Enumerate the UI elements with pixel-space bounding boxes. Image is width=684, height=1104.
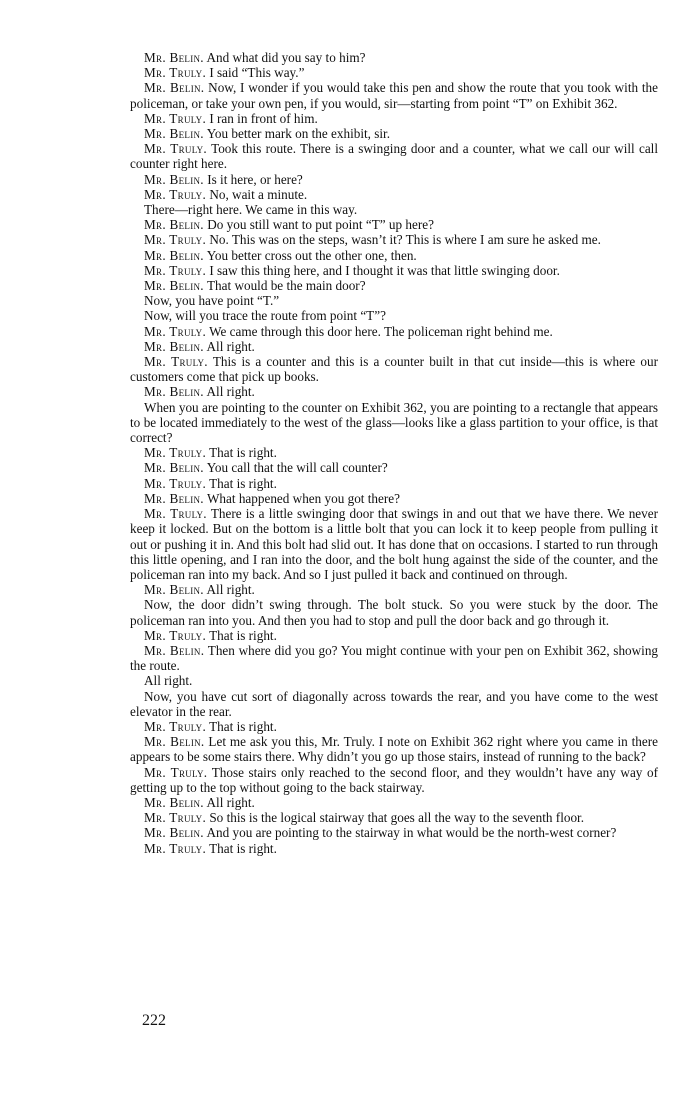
speaker-label: Mr. Belin. (144, 338, 204, 354)
speaker-label: Mr. Truly. (144, 840, 207, 856)
paragraph-text: And what did you say to him? (206, 50, 366, 65)
paragraph-text: Do you still want to put point “T” up here? (207, 217, 434, 233)
paragraph-text: Now, you have point “T.” (144, 293, 280, 309)
transcript-paragraph (130, 643, 658, 673)
speaker-label: Mr. Belin. (144, 734, 205, 750)
speaker-label: Mr. Truly. (144, 445, 207, 461)
speaker-label: Mr. Belin. (144, 171, 204, 187)
transcript-paragraph (130, 491, 658, 506)
paragraph-text: All right. (206, 338, 255, 354)
transcript-paragraph (130, 232, 658, 247)
transcript-paragraph (130, 308, 658, 323)
paragraph-text: All right. (144, 673, 193, 689)
transcript-paragraph (130, 80, 658, 110)
transcript-paragraph (130, 324, 658, 339)
transcript-paragraph (130, 354, 658, 384)
paragraph-text: That is right. (209, 840, 277, 856)
paragraph-text: Now, will you trace the route from point “T”? (144, 308, 386, 324)
speaker-label: Mr. Truly. (144, 718, 207, 734)
paragraph-text: Now, I wonder if you would take this pen and show the route that you took with the policeman, or take your own pen, if you would, sir—starting from point “T” on Exhibit 362. (130, 80, 658, 111)
transcript-paragraph (130, 384, 658, 399)
paragraph-text: Let me ask you this, Mr. Truly. I note on Exhibit 362 right where you came in there appears to be some stairs there. Why didn’t you go up those stairs, instead of running to the back? (130, 734, 659, 765)
transcript-page (130, 50, 658, 856)
paragraph-text: This is a counter and this is a counter built in that cut inside—this is where our customers come that pick up books. (130, 354, 658, 385)
transcript-paragraph (130, 841, 658, 856)
paragraph-text: All right. (206, 794, 255, 810)
paragraph-text: That would be the main door? (206, 278, 366, 294)
paragraph-text: Then where did you go? You might continue with your pen on Exhibit 362, showing the route. (130, 642, 659, 674)
paragraph-text: We came through this door here. The policeman right behind me. (209, 323, 553, 339)
paragraph-text: That is right. (209, 627, 277, 643)
paragraph-text: Now, the door didn’t swing through. The bolt stuck. So you were stuck by the door. The policeman ran into you. And then you had to stop and pull the door back and go through it. (130, 597, 658, 628)
transcript-paragraph (130, 263, 658, 278)
paragraph-text: And you are pointing to the stairway in what would be the north-west corner? (206, 825, 617, 841)
transcript-paragraph (130, 278, 658, 293)
speaker-label: Mr. Truly. (144, 323, 207, 339)
speaker-label: Mr. Truly. (144, 475, 207, 491)
speaker-label: Mr. Belin. (144, 490, 204, 506)
speaker-label: Mr. Belin. (144, 460, 204, 476)
transcript-paragraph (130, 689, 658, 719)
transcript-paragraph (130, 339, 658, 354)
speaker-label: Mr. Truly. (144, 110, 207, 126)
speaker-label: Mr. Truly. (144, 186, 207, 202)
paragraph-text: Those stairs only reached to the second floor, and they wouldn’t have any way of getting up to the top without going to the back stairway. (130, 764, 658, 795)
paragraph-text: You better cross out the other one, then. (206, 247, 417, 263)
speaker-label: Mr. Truly. (144, 262, 207, 278)
transcript-paragraph (130, 202, 658, 217)
paragraph-text: I ran in front of him. (209, 110, 318, 126)
paragraph-text: There is a little swinging door that swings in and out that we have there. We never keep it locked. But on the bottom is a little bolt that you can lock it to keep people from pulling it out or pushing it in. And this bolt had slid out. It has done that on occasions. I started to run through this little opening, and I ran into the door, and the bolt hung against the side of the counter, and the policeman ran into my back. And so I just pulled it back and continued on through. (130, 506, 658, 582)
transcript-paragraph (130, 628, 658, 643)
transcript-paragraph (130, 734, 658, 764)
paragraph-text: All right. (206, 582, 255, 598)
paragraph-text: There—right here. We came in this way. (144, 202, 358, 218)
transcript-paragraph (130, 765, 658, 795)
speaker-label: Mr. Belin. (144, 794, 204, 810)
paragraph-text: What happened when you got there? (206, 490, 400, 506)
transcript-paragraph (130, 126, 658, 141)
transcript-paragraph (130, 111, 658, 126)
transcript-paragraph (130, 810, 658, 825)
transcript-paragraph (130, 50, 658, 65)
transcript-paragraph (130, 187, 658, 202)
speaker-label: Mr. Belin. (144, 126, 204, 142)
paragraph-text: You call that the will call counter? (206, 460, 388, 476)
paragraph-text: So this is the logical stairway that goes all the way to the seventh floor. (209, 810, 585, 826)
speaker-label: Mr. Belin. (144, 247, 204, 263)
speaker-label: Mr. Truly. (144, 65, 207, 81)
transcript-paragraph (130, 825, 658, 840)
speaker-label: Mr. Belin. (144, 50, 204, 65)
transcript-paragraph (130, 445, 658, 460)
speaker-label: Mr. Truly. (144, 764, 208, 780)
transcript-paragraph (130, 597, 658, 627)
paragraph-text: All right. (206, 384, 255, 400)
paragraph-text: No. This was on the steps, wasn’t it? This is where I am sure he asked me. (209, 232, 601, 248)
speaker-label: Mr. Belin. (144, 384, 204, 400)
paragraph-text: You better mark on the exhibit, sir. (206, 126, 390, 142)
paragraph-text: Took this route. There is a swinging door and a counter, what we call our will call counter right here. (130, 141, 658, 172)
transcript-paragraph (130, 293, 658, 308)
speaker-label: Mr. Truly. (144, 141, 208, 157)
page-number: 222 (142, 1012, 166, 1029)
paragraph-text: When you are pointing to the counter on Exhibit 362, you are pointing to a rectangle that appears to be located immediately to the west of the glass—looks like a glass partition to your office, is that correct? (130, 399, 658, 446)
paragraph-text: I said “This way.” (209, 65, 305, 81)
transcript-paragraph (130, 217, 658, 232)
speaker-label: Mr. Truly. (144, 506, 207, 522)
transcript-paragraph (130, 795, 658, 810)
paragraph-text: That is right. (209, 475, 277, 491)
paragraph-text: Is it here, or here? (207, 171, 303, 187)
paragraph-text: I saw this thing here, and I thought it was that little swinging door. (209, 262, 560, 278)
transcript-paragraph (130, 172, 658, 187)
transcript-paragraph (130, 719, 658, 734)
paragraph-text: No, wait a minute. (209, 186, 308, 202)
speaker-label: Mr. Belin. (144, 80, 205, 96)
speaker-label: Mr. Truly. (144, 627, 207, 643)
transcript-paragraph (130, 248, 658, 263)
transcript-paragraph (130, 141, 658, 171)
speaker-label: Mr. Belin. (144, 217, 204, 233)
speaker-label: Mr. Truly. (144, 232, 207, 248)
transcript-paragraph (130, 400, 658, 446)
speaker-label: Mr. Truly. (144, 810, 207, 826)
transcript-paragraph (130, 460, 658, 475)
paragraph-text: That is right. (209, 718, 277, 734)
transcript-paragraph (130, 506, 658, 582)
transcript-paragraph (130, 65, 658, 80)
speaker-label: Mr. Belin. (144, 582, 204, 598)
speaker-label: Mr. Truly. (144, 354, 208, 370)
transcript-paragraph (130, 673, 658, 688)
paragraph-text: That is right. (209, 445, 277, 461)
transcript-paragraph (130, 582, 658, 597)
paragraph-text: Now, you have cut sort of diagonally across towards the rear, and you have come to the west elevator in the rear. (130, 688, 658, 719)
speaker-label: Mr. Belin. (144, 825, 204, 841)
speaker-label: Mr. Belin. (144, 278, 204, 294)
speaker-label: Mr. Belin. (144, 642, 205, 658)
transcript-paragraph (130, 476, 658, 491)
